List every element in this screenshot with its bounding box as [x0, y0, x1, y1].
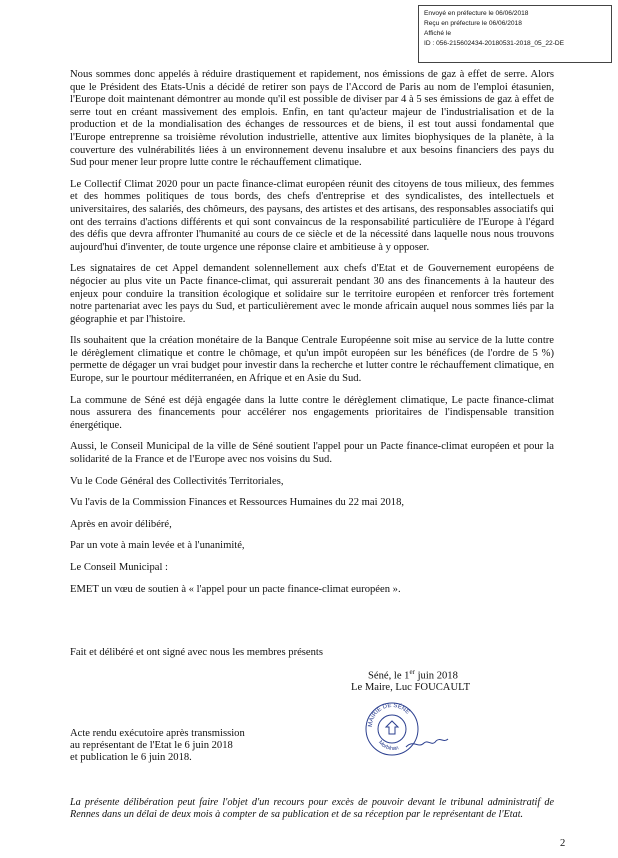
paragraph-emet: EMET un vœu de soutien à « l'appel pour un pacte finance-climat européen ». — [70, 583, 401, 595]
recours-notice: La présente délibération peut faire l'objet d'un recours pour excès de pouvoir devant le tribunal administratif de Rennes dans un délai de deux mois à compter de sa publication et de sa réception par le représentant de l'Etat. — [70, 797, 554, 821]
paragraph-vu-code: Vu le Code Général des Collectivités Territoriales, — [70, 475, 284, 487]
paragraph-conseil: Le Conseil Municipal : — [70, 562, 168, 573]
paragraph-soutien: Aussi, le Conseil Municipal de la ville de Séné soutient l'appel pour un Pacte finance-climat européen et pour la solidarité de la France et de l'Europe avec nos voisins du Sud. — [70, 441, 554, 466]
date-prefix: Séné, le 1 — [368, 670, 410, 682]
paragraph-signataires: Les signataires de cet Appel demandent solennellement aux chefs d'Etat et de Gouvernement européens de négocier au plus vite un Pacte finance-climat, qui assurerait pendant 30 ans des financements à la hauteur des enjeux pour conduire la transition écologique et solidaire sur le territoire européen et renforcer très fortement notre partenariat avec les pays du Sud, et particulièrement avec le monde africain auquel nous sommes liés par la géographie et par l'histoire. — [70, 263, 554, 325]
paragraph-collectif: Le Collectif Climat 2020 pour un pacte finance-climat européen réunit des citoyens de tous milieux, des femmes et des hommes politiques de tous bords, des chefs d'entreprise et des syndicalistes, des intellectuels et universitaires, des salariés, des chômeurs, des paysans, des artistes et des artisans, des responsables associatifs qui ont des terrains d'actions différents et qui sont convaincus de la responsabilité particulière de l'Europe à l'égard des défis que devra affronter l'humanité au cours de ce siècle et de la nécessité dans laquelle nous nous trouvons aujourd'hui d'inventer, de toute urgence une réponse claire et ambitieuse à y opposer. — [70, 178, 554, 253]
seal-inner-ring — [378, 715, 406, 743]
mayor-signature-line: Le Maire, Luc FOUCAULT — [351, 682, 471, 693]
acte-line-2: au représentant de l'Etat le 6 juin 2018 — [70, 740, 233, 751]
signature-statement: Fait et délibéré et ont signé avec nous les membres présents — [70, 647, 323, 658]
paragraph-vu-avis: Vu l'avis de la Commission Finances et Ressources Humaines du 22 mai 2018, — [70, 497, 405, 509]
stamp-sent-line: Envoyé en préfecture le 06/06/2018 — [424, 10, 529, 17]
seal-top-text: MAIRIE DE SÉNÉ — [367, 702, 411, 728]
stamp-posted-line: Affiché le — [424, 30, 452, 37]
stamp-received-line: Reçu en préfecture le 06/06/2018 — [424, 20, 522, 27]
mairie-seal-stamp — [362, 697, 452, 759]
paragraph-vote: Par un vote à main levée et à l'unanimité, — [70, 540, 245, 552]
seal-bottom-text: Morbihan — [376, 739, 400, 753]
signature-date — [368, 668, 458, 682]
acte-executoire — [70, 728, 260, 764]
page-number: 2 — [560, 838, 566, 849]
paragraph-commune: La commune de Séné est déjà engagée dans la lutte contre le dérèglement climatique, Le pacte finance-climat nous assurera des financements pour accélérer nos engagements prioritaires de l'indispensable transition énergétique. — [70, 394, 554, 431]
prefecture-stamp — [418, 5, 612, 63]
stamp-id-line: ID : 056-215602434-20180531-2018_05_22-DE — [424, 40, 565, 47]
paragraph-bce: Ils souhaitent que la création monétaire de la Banque Centrale Européenne soit mise au service de la lutte contre le dérèglement climatique et contre le chômage, et qu'un impôt européen sur les bénéfices (de l'ordre de 5 %) permette de dégager un vrai budget pour investir dans la recherche et lutter contre le réchauffement climatique, en Europe, sur le pourtour méditerranéen, en Afrique et en Asie du Sud. — [70, 335, 554, 385]
date-suffix: juin 2018 — [414, 670, 458, 682]
paragraph-delibere: Après en avoir délibéré, — [70, 518, 172, 530]
acte-line-3: et publication le 6 juin 2018. — [70, 752, 192, 763]
acte-line-1: Acte rendu exécutoire après transmission — [70, 728, 245, 739]
paragraph-emissions: Nous sommes donc appelés à réduire drastiquement et rapidement, nos émissions de gaz à effet de serre. Alors que le Président des Etats-Unis a décidé de retirer son pays de l'Accord de Paris au nom de l'emploi étasunien, l'Europe doit maintenant démontrer au monde qu'il est possible de diviser par 4 à 5 ses émissions de gaz à effet de serre tout en créant massivement des emplois. Enfin, en tant qu'acteur majeur de l'industrialisation et de la production et de la mondialisation des échanges de ressources et de biens, il est tout aussi fondamental que l'Europe entreprenne sa troisième révolution industrielle, attentive aux limites biophysiques de la planète, à la couverture des vulnérabilités liées à un environnement devenu insalubre et aux besoins financiers des pays du Sud pour mener leur propre lutte contre le réchauffement climatique. — [70, 69, 554, 169]
date-ordinal: er — [409, 668, 415, 676]
seal-emblem — [386, 721, 398, 734]
deliberation-body — [70, 69, 554, 605]
